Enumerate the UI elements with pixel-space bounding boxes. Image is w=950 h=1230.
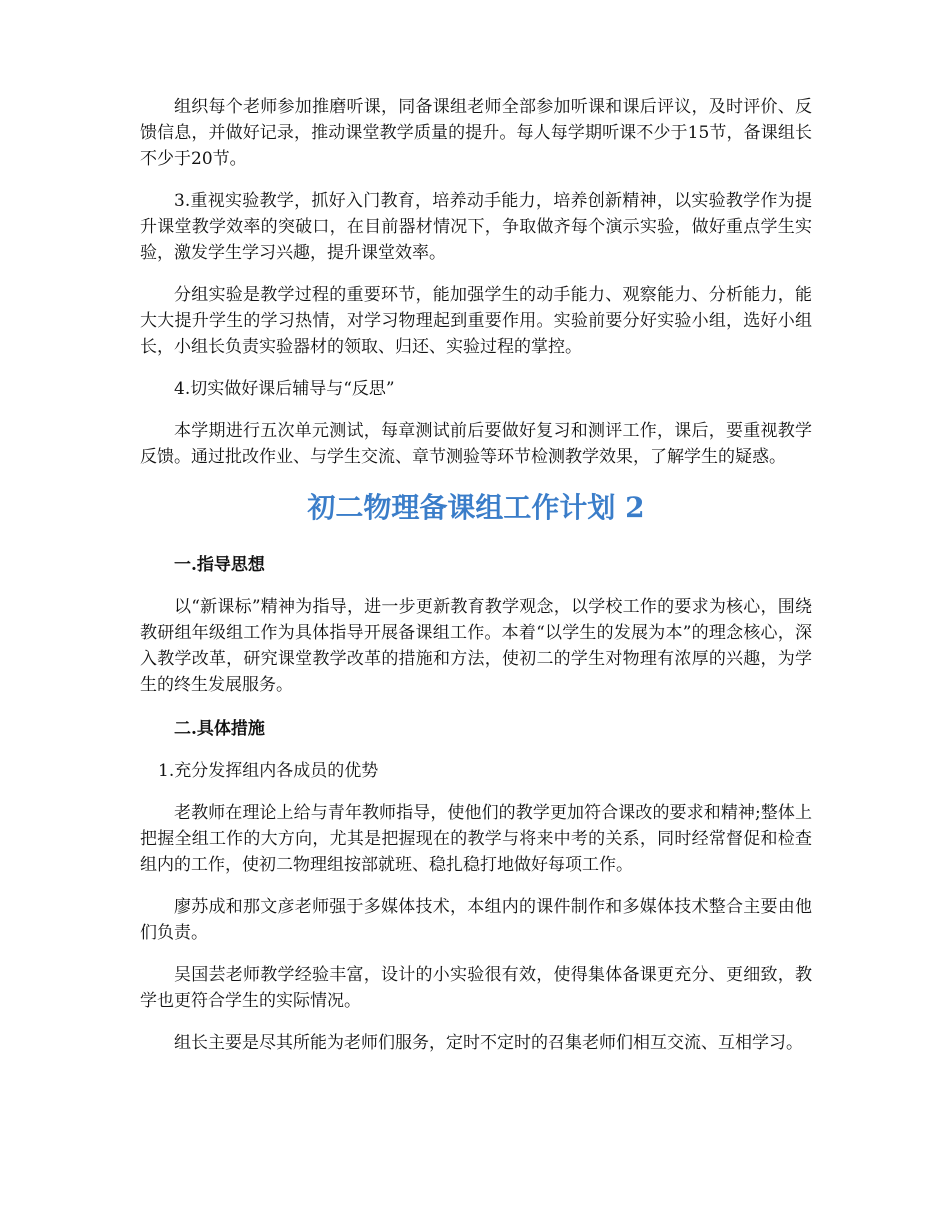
measure-1-paragraph-4: 组长主要是尽其所能为老师们服务，定时不定时的召集老师们相互交流、互相学习。 bbox=[174, 1033, 803, 1053]
specific-measures-heading: 二.具体措施 bbox=[174, 719, 265, 739]
section-4-body-paragraph: 本学期进行五次单元测试，每章测试前后要做好复习和测评工作，课后，要重视教学反馈。通过批改作业、与学生交流、章节测验等环节检测教学效果，了解学生的疑惑。 bbox=[140, 421, 812, 467]
section-4-title: 4.切实做好课后辅导与“反思” bbox=[174, 379, 395, 399]
plan-2-title: 初二物理备课组工作计划 2 bbox=[307, 491, 645, 524]
measure-1-title: 1.充分发挥组内各成员的优势 bbox=[158, 761, 379, 781]
guiding-thought-body: 以“新课标”精神为指导，进一步更新教育教学观念，以学校工作的要求为核心，围绕教研组年级组工作为具体指导开展备课组工作。本着“以学生的发展为本”的理念核心，深入教学改革，研究课堂教学改革的措施和方法，使初二的学生对物理有浓厚的兴趣，为学生的终生发展服务。 bbox=[140, 597, 812, 695]
measure-1-paragraph-3: 吴国芸老师教学经验丰富，设计的小实验很有效，使得集体备课更充分、更细致，教学也更符合学生的实际情况。 bbox=[140, 965, 812, 1011]
guiding-thought-heading: 一.指导思想 bbox=[174, 555, 265, 575]
measure-1-paragraph-2: 廖苏成和那文彦老师强于多媒体技术，本组内的课件制作和多媒体技术整合主要由他们负责。 bbox=[140, 897, 812, 943]
document-body bbox=[140, 94, 812, 1056]
intro-paragraph: 组织每个老师参加推磨听课，同备课组老师全部参加听课和课后评议，及时评价、反馈信息，并做好记录，推动课堂教学质量的提升。每人每学期听课不少于15节，备课组长不少于20节。 bbox=[140, 97, 812, 169]
measure-1-paragraph-1: 老教师在理论上给与青年教师指导，使他们的教学更加符合课改的要求和精神;整体上把握全组工作的大方向，尤其是把握现在的教学与将来中考的关系，同时经常督促和检查组内的工作，使初二物理组按部就班、稳扎稳打地做好每项工作。 bbox=[140, 803, 812, 875]
section-3-body-paragraph: 分组实验是教学过程的重要环节，能加强学生的动手能力、观察能力、分析能力，能大大提升学生的学习热情，对学习物理起到重要作用。实验前要分好实验小组，选好小组长，小组长负责实验器材的领取、归还、实验过程的掌控。 bbox=[140, 285, 812, 357]
section-3-title-paragraph: 3.重视实验教学，抓好入门教育，培养动手能力，培养创新精神，以实验教学作为提升课堂教学效率的突破口，在目前器材情况下，争取做齐每个演示实验，做好重点学生实验，激发学生学习兴趣，提升课堂效率。 bbox=[140, 191, 812, 263]
